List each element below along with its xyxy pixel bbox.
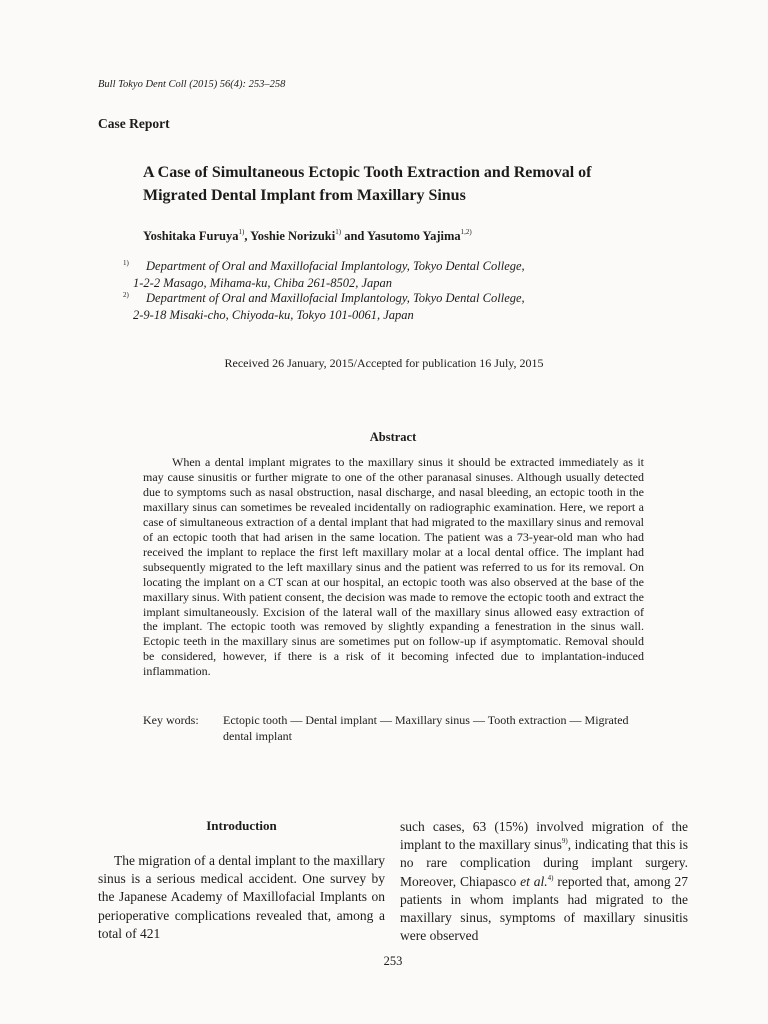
author-separator: , [244, 229, 251, 243]
introduction-column-1: The migration of a dental implant to the maxillary sinus is a serious medical accident. One survey by the Japanese Academy of Maxillofacial Implants on perioperative complications revealed that, among a total of 421 [98, 853, 385, 941]
affiliation-marker: 2) [123, 291, 129, 299]
author-name: Yoshitaka Furuya [143, 229, 239, 243]
author-list [143, 229, 472, 244]
author-name: Yoshie Norizuki [250, 229, 336, 243]
body-text: , indicating that this is no rare complication during implant surgery. Moreover, Chiapasco [400, 837, 688, 889]
et-al: et al. [520, 873, 548, 889]
keywords-text: Ectopic tooth — Dental implant — Maxillary sinus — Tooth extraction — Migrated dental implant [223, 713, 629, 743]
keywords [143, 712, 648, 744]
affiliation-marker: 1) [238, 228, 245, 236]
article-type-label: Case Report [98, 116, 170, 131]
article-title: A Case of Simultaneous Ectopic Tooth Extraction and Removal of Migrated Dental Implant from Maxillary Sinus [143, 164, 592, 204]
affiliation-marker: 1) [123, 259, 129, 267]
keywords-label: Key words: [143, 713, 199, 727]
page-number: 253 [383, 954, 403, 968]
abstract-heading: Abstract [369, 430, 417, 444]
introduction-column-2 [400, 818, 688, 945]
citation-ref: 4) [547, 873, 554, 882]
journal-citation: Bull Tokyo Dent Coll (2015) 56(4): 253–258 [98, 79, 286, 90]
affiliation-line: 2-9-18 Misaki-cho, Chiyoda-ku, Tokyo 101-0061, Japan [133, 308, 414, 322]
body-text: such cases, 63 (15%) involved migration of the implant to the maxillary sinus [400, 819, 688, 853]
affiliation-marker: 1) [335, 228, 342, 236]
body-text: reported that, among 27 patients in whom implants had migrated to the maxillary sinus, symptoms of maxillary sinusitis were observed [400, 873, 688, 944]
affiliation-marker: 1,2) [460, 228, 472, 236]
author-name: Yasutomo Yajima [367, 229, 461, 243]
author-separator: and [341, 229, 368, 243]
affiliation-2 [123, 290, 525, 324]
affiliation-line: 1-2-2 Masago, Mihama-ku, Chiba 261-8502, Japan [133, 276, 392, 290]
introduction-heading: Introduction [206, 818, 277, 833]
affiliation-line: Department of Oral and Maxillofacial Implantology, Tokyo Dental College, [146, 259, 525, 273]
received-date: Received 26 January, 2015/Accepted for publication 16 July, 2015 [224, 356, 544, 370]
abstract-body: When a dental implant migrates to the maxillary sinus it should be extracted immediately as it may cause sinusitis or further migrate to one of the other paranasal sinuses. Although usually detected due to symptoms such as nasal obstruction, nasal discharge, and nasal bleeding, an ectopic tooth in the maxillary sinus can sometimes be revealed incidentally on radiographic examination. Here, we report a case of simultaneous extraction of a dental implant that had migrated to the maxillary sinus and removal of an ectopic tooth that had arisen in the same location. The patient was a 73-year-old man who had received the implant to replace the first left maxillary molar at a local dental office. The implant had subsequently migrated to the left maxillary sinus and the patient was referred to us for its removal. On locating the implant on a CT scan at our hospital, an ectopic tooth was also observed at the base of the maxillary sinus. With patient consent, the decision was made to remove the ectopic tooth and extract the implant simultaneously. Excision of the lateral wall of the maxillary sinus allowed easy extraction of the implant. The ectopic tooth was removed by slightly expanding a fenestration in the sinus wall. Ectopic teeth in the maxillary sinus are sometimes put on follow-up if asymptomatic. Removal should be considered, however, if there is a risk of it becoming infected due to implantation-induced inflammation. [143, 455, 644, 679]
affiliation-1 [123, 258, 525, 292]
affiliation-line: Department of Oral and Maxillofacial Implantology, Tokyo Dental College, [146, 291, 525, 305]
citation-ref: 9) [561, 837, 568, 846]
